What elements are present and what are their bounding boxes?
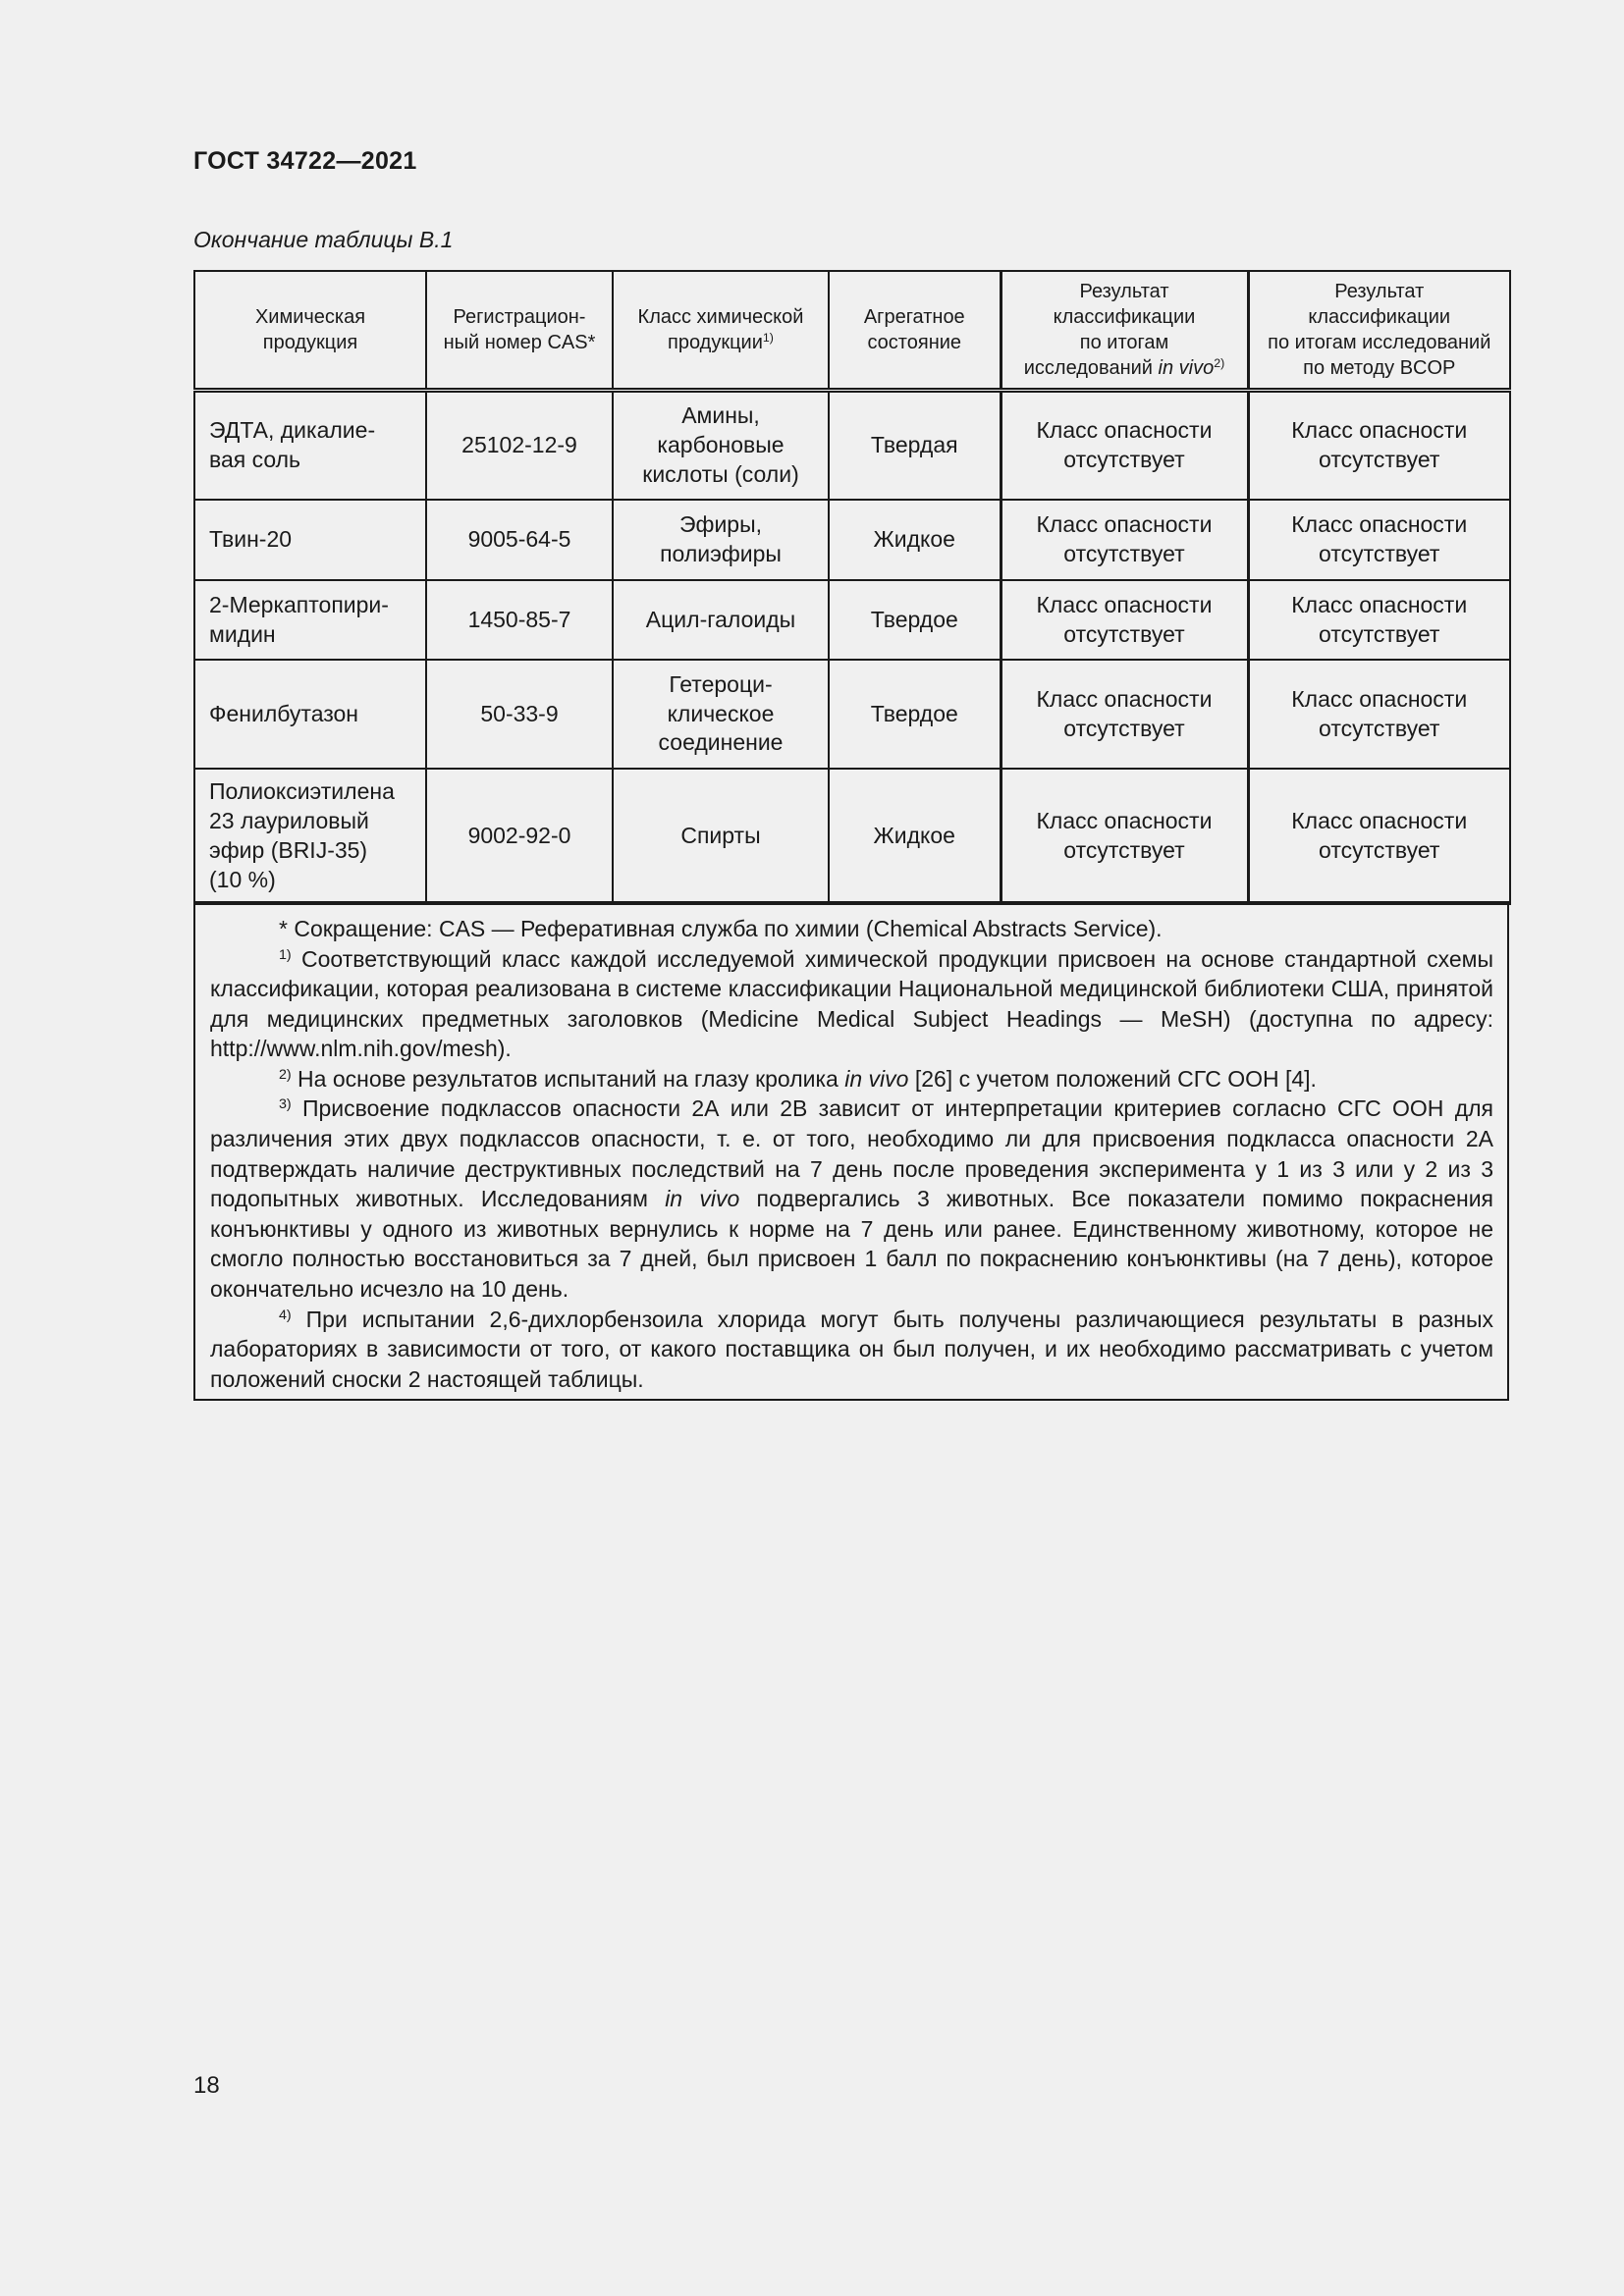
- chemical-class-cell-text: Ацил-галоиды: [645, 606, 796, 632]
- bcop-result-cell: [1248, 769, 1510, 904]
- in-vivo-result-cell-text: Класс опасности отсутствует: [1036, 511, 1213, 566]
- column-header-5-italic: in vivo: [1158, 357, 1215, 379]
- cas-number-cell-text: 25102-12-9: [461, 432, 577, 458]
- column-header-1: [194, 271, 426, 391]
- column-header-5-text: Результат классификации по итогам исследований: [1023, 281, 1196, 379]
- aggregate-state-cell: [829, 769, 1001, 904]
- cas-number-cell: [426, 391, 613, 501]
- footnote-2-marker: 2): [279, 1067, 292, 1084]
- column-header-2: [426, 271, 613, 391]
- product-name-cell-text: ЭДТА, дикалие- вая соль: [209, 417, 376, 472]
- product-name-cell: [194, 660, 426, 769]
- in-vivo-result-cell-text: Класс опасности отсутствует: [1036, 808, 1213, 863]
- product-name-cell-text: Фенилбутазон: [209, 700, 359, 726]
- in-vivo-result-cell: [1001, 660, 1248, 769]
- bcop-result-cell-text: Класс опасности отсутствует: [1291, 685, 1468, 741]
- footnote-2-text-b: [26] с учетом положений СГС ООН [4].: [908, 1065, 1317, 1092]
- footnote-3-marker: 3): [279, 1096, 292, 1113]
- product-name-cell: [194, 769, 426, 904]
- aggregate-state-cell-text: Твердое: [870, 606, 958, 632]
- aggregate-state-cell: [829, 580, 1001, 660]
- chemical-class-cell: [613, 391, 829, 501]
- column-header-6-text: Результат классификации по итогам исследований по методу BCOP: [1268, 281, 1491, 379]
- column-header-3-footnote-marker: 1): [762, 331, 774, 346]
- chemical-class-cell-text: Гетероци- клическое соединение: [658, 670, 784, 756]
- footnote-1-text: Соответствующий класс каждой исследуемой химической продукции присвоен на основе стандартной схемы классификации, которая реализована в системе классификации Национальной медицинской библиотеки США, принятой для медицинских предметных заголовков (Medicine Medical Subject Headings — MeSH) (доступна по адресу: http://www.nlm.nih.gov/mesh).: [210, 945, 1493, 1062]
- aggregate-state-cell-text: Твердая: [870, 432, 958, 458]
- footnote-star-text: * Сокращение: CAS — Реферативная служба по химии (Chemical Abstracts Service).: [279, 916, 1163, 941]
- product-name-cell: [194, 391, 426, 501]
- aggregate-state-cell: [829, 660, 1001, 769]
- cas-number-cell-text: 9002-92-0: [467, 823, 571, 849]
- chemical-class-cell: [613, 580, 829, 660]
- bcop-result-cell: [1248, 391, 1510, 501]
- in-vivo-result-cell-text: Класс опасности отсутствует: [1036, 685, 1213, 741]
- chemical-class-cell-text: Эфиры, полиэфиры: [660, 511, 782, 566]
- table-row: [194, 391, 1510, 501]
- footnote-4-text: При испытании 2,6-дихлорбензоила хлорида могут быть получены различающиеся результаты в разных лабораториях в зависимости от того, от какого поставщика он был получен, и их необходимо рассматривать с учетом положений сноски 2 настоящей таблицы.: [210, 1306, 1493, 1392]
- aggregate-state-cell-text: Жидкое: [873, 823, 955, 849]
- cas-number-cell-text: 50-33-9: [480, 700, 559, 726]
- table-row: [194, 660, 1510, 769]
- bcop-result-cell: [1248, 580, 1510, 660]
- page-number: 18: [193, 2072, 220, 2099]
- footnote-1: [210, 944, 1493, 1064]
- aggregate-state-cell-text: Жидкое: [873, 526, 955, 553]
- column-header-5-footnote-marker: 2): [1214, 356, 1225, 371]
- column-header-1-text: Химическая продукция: [254, 306, 366, 353]
- bcop-result-cell-text: Класс опасности отсутствует: [1291, 808, 1468, 863]
- table-header: [194, 271, 1510, 391]
- column-header-4-text: Агрегатное состояние: [863, 306, 965, 353]
- aggregate-state-cell: [829, 391, 1001, 501]
- footnote-4-marker: 4): [279, 1307, 292, 1323]
- cas-number-cell: [426, 660, 613, 769]
- product-name-cell-text: Твин-20: [209, 526, 293, 553]
- in-vivo-result-cell: [1001, 769, 1248, 904]
- footnote-2-italic: in vivo: [844, 1065, 909, 1092]
- in-vivo-result-cell-text: Класс опасности отсутствует: [1036, 591, 1213, 647]
- product-name-cell: [194, 500, 426, 580]
- footnote-2-text-a: На основе результатов испытаний на глазу кролика: [291, 1065, 845, 1092]
- chemical-class-cell-text: Амины, карбоновые кислоты (соли): [642, 402, 799, 487]
- cas-number-cell-text: 9005-64-5: [467, 526, 571, 553]
- chemical-class-cell-text: Спирты: [680, 823, 761, 849]
- chemical-class-cell: [613, 769, 829, 904]
- cas-number-cell: [426, 769, 613, 904]
- aggregate-state-cell: [829, 500, 1001, 580]
- product-name-cell: [194, 580, 426, 660]
- in-vivo-result-cell: [1001, 500, 1248, 580]
- column-header-4: [829, 271, 1001, 391]
- chemical-class-cell: [613, 500, 829, 580]
- header-row: [194, 271, 1510, 391]
- cas-number-cell-text: 1450-85-7: [467, 606, 571, 632]
- chemical-class-cell: [613, 660, 829, 769]
- table-footnotes: [193, 901, 1509, 1401]
- product-name-cell-text: 2-Меркаптопири- мидин: [209, 591, 389, 647]
- bcop-result-cell-text: Класс опасности отсутствует: [1291, 511, 1468, 566]
- product-name-cell-text: Полиоксиэтилена 23 лауриловый эфир (BRIJ-35) (10 %): [209, 778, 395, 892]
- column-header-3-text: Класс химической продукции: [637, 306, 804, 353]
- bcop-result-cell: [1248, 660, 1510, 769]
- footnote-3: [210, 1094, 1493, 1304]
- table-body: [194, 391, 1510, 905]
- bcop-result-cell-text: Класс опасности отсутствует: [1291, 591, 1468, 647]
- bcop-result-cell: [1248, 500, 1510, 580]
- in-vivo-result-cell: [1001, 391, 1248, 501]
- footnote-1-marker: 1): [279, 946, 292, 963]
- column-header-3: [613, 271, 829, 391]
- footnote-4: [210, 1305, 1493, 1395]
- column-header-6: [1248, 271, 1510, 391]
- table-row: [194, 580, 1510, 660]
- footnote-3-text-a: Присвоение подклассов опасности 2А или 2В зависит от интерпретации критериев согласно СГС ООН для различения этих двух подклассов опасности, т. е. от того, необходимо ли для присвоения подкласса опасности 2А подтверждать наличие деструктивных последствий на 7 день после проведения эксперимента у 1 из 3 или у 2 из 3 подопытных животных. Исследованиям: [210, 1095, 1493, 1212]
- table-row: [194, 500, 1510, 580]
- table-row: [194, 769, 1510, 904]
- footnote-2: [210, 1064, 1493, 1095]
- data-table: [193, 270, 1511, 905]
- in-vivo-result-cell-text: Класс опасности отсутствует: [1036, 417, 1213, 472]
- footnote-star: [210, 914, 1493, 944]
- footnote-3-text-b: подвергались 3 животных. Все показатели помимо покраснения конъюнктивы у одного из животных вернулись к норме на 7 день или ранее. Единственному животному, которое не смогло полностью восстановиться за 7 дней, был присвоен 1 балл по покраснению конъюнктивы (на 7 день), которое окончательно исчезло на 10 день.: [210, 1186, 1494, 1302]
- aggregate-state-cell-text: Твердое: [870, 700, 958, 726]
- bcop-result-cell-text: Класс опасности отсутствует: [1291, 417, 1468, 472]
- cas-number-cell: [426, 580, 613, 660]
- table-caption: Окончание таблицы В.1: [193, 227, 454, 252]
- footnote-3-italic: in vivo: [665, 1186, 740, 1212]
- column-header-2-text: Регистрацион- ный номер CAS*: [443, 306, 596, 353]
- column-header-5: [1001, 271, 1248, 391]
- page-header-doc-id: ГОСТ 34722—2021: [193, 147, 417, 175]
- in-vivo-result-cell: [1001, 580, 1248, 660]
- cas-number-cell: [426, 500, 613, 580]
